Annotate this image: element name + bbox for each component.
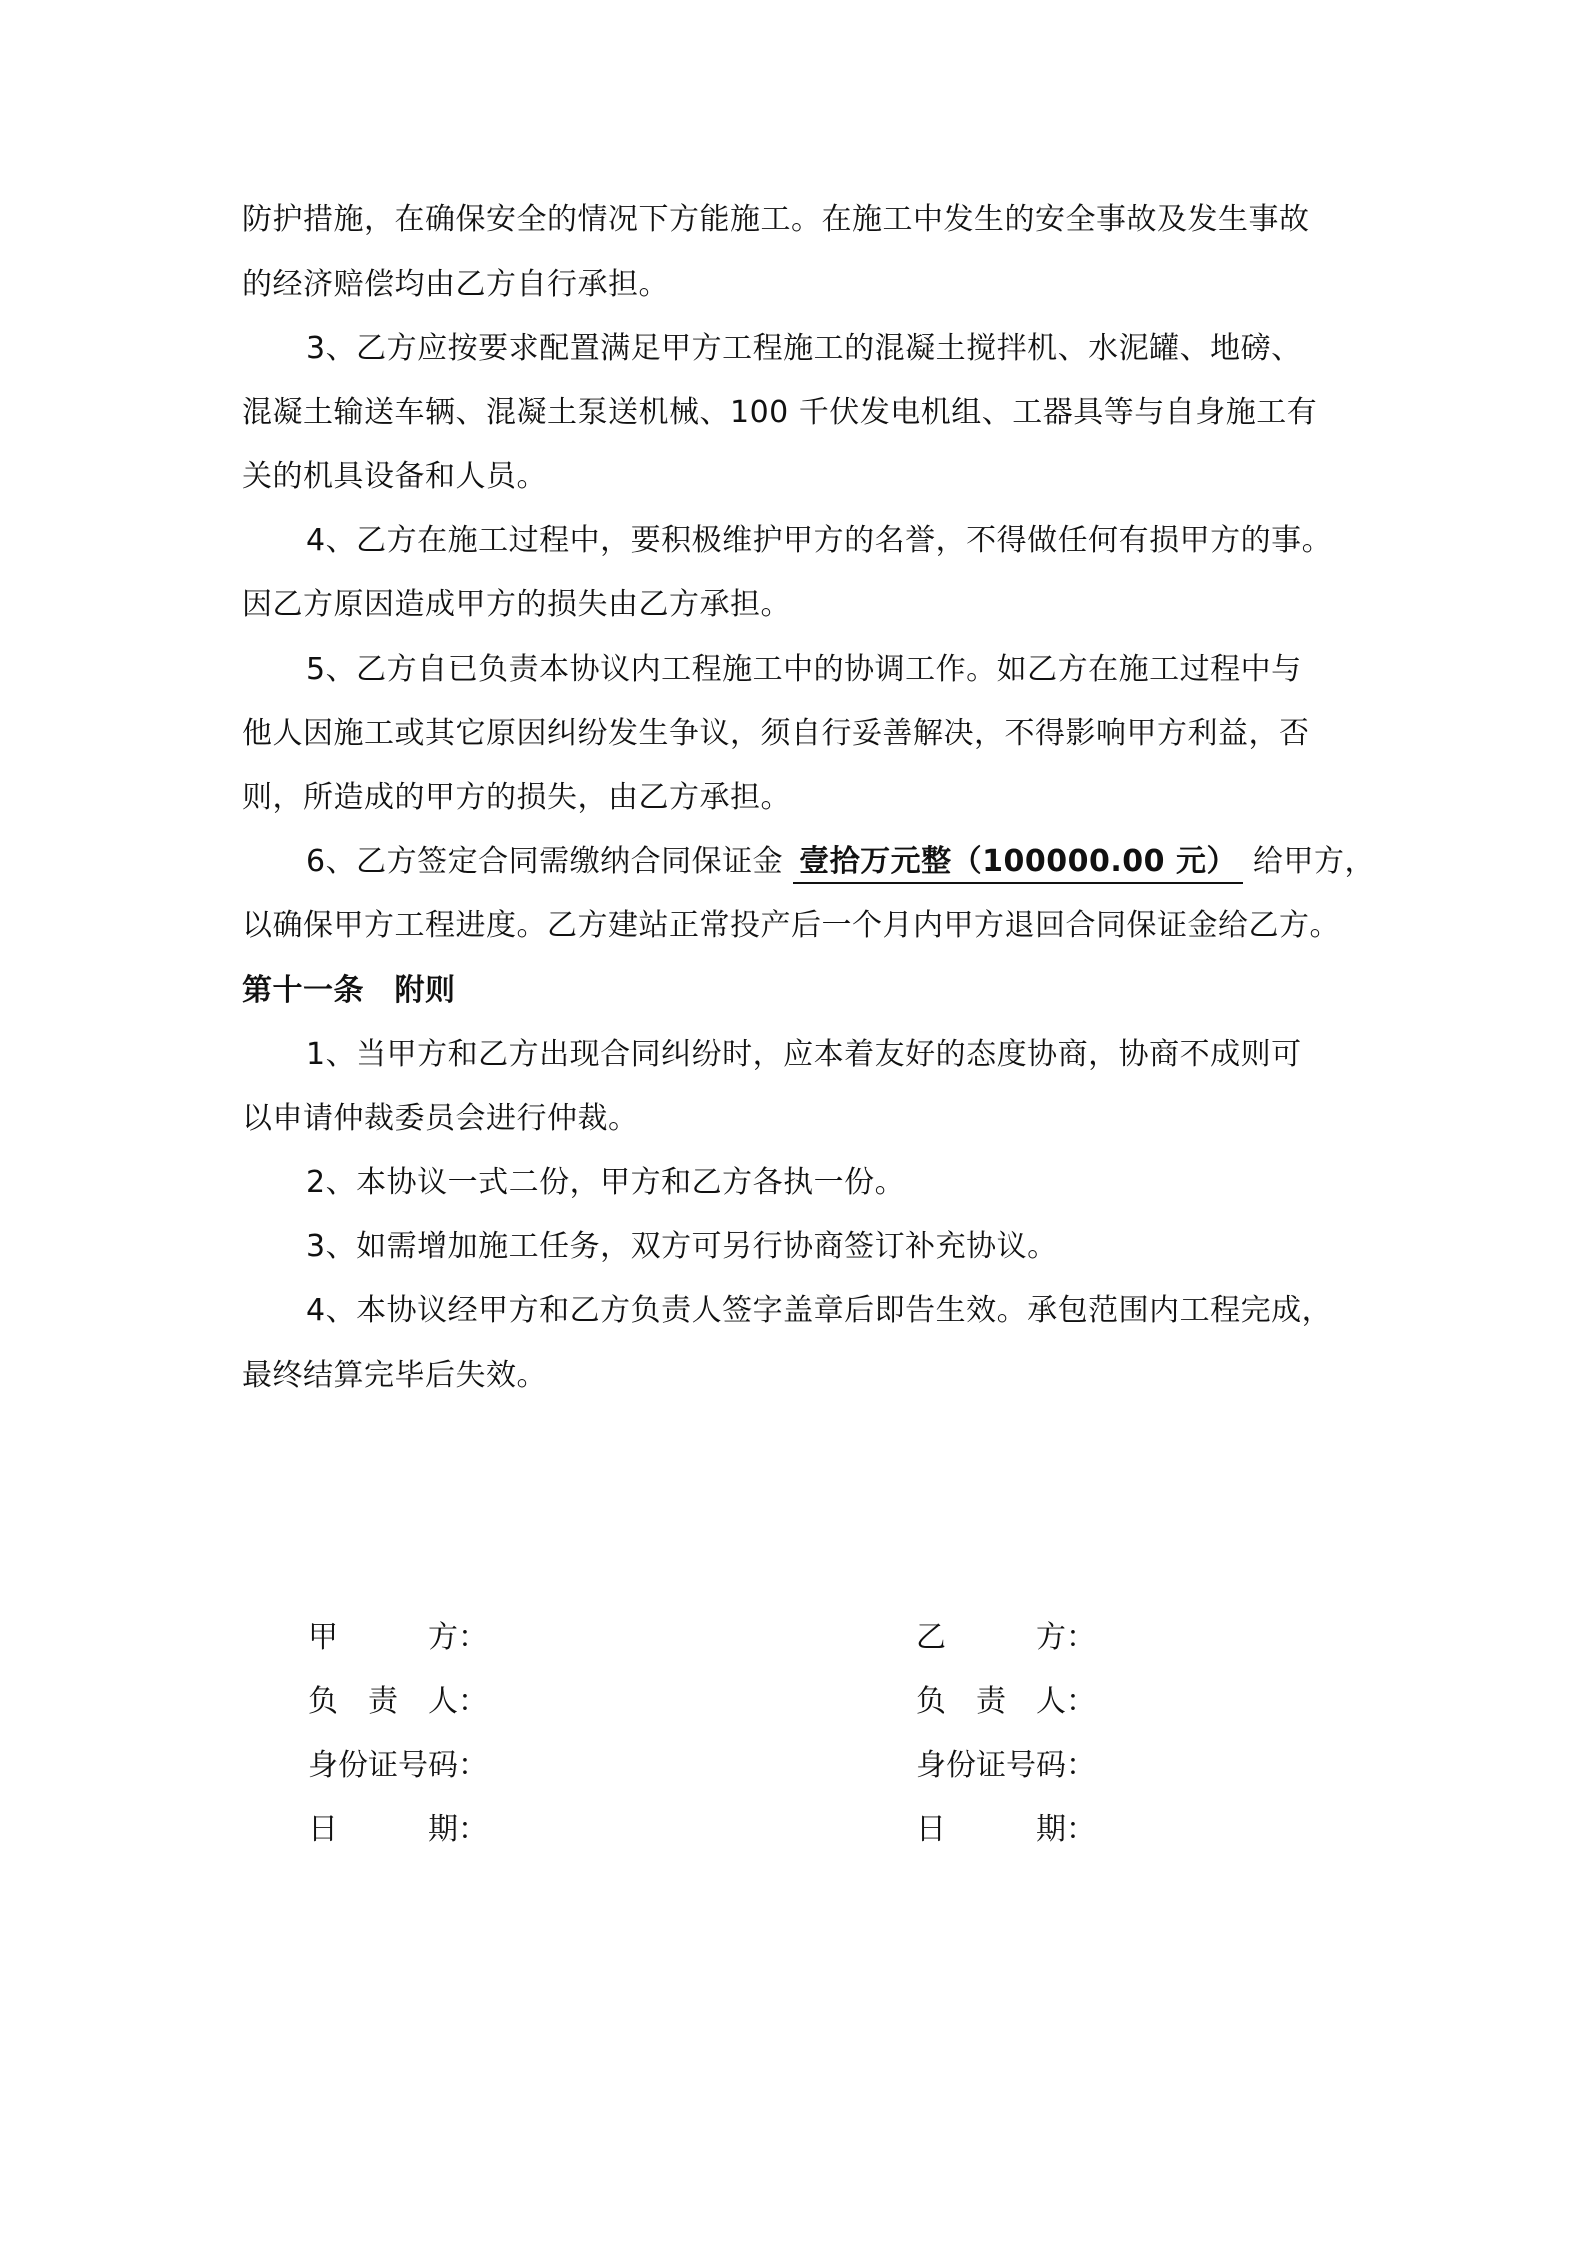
paragraph-line: 关的机具设备和人员。	[242, 459, 547, 494]
article-11-heading: 第十一条 附则	[242, 973, 456, 1008]
paragraph-line: 则，所造成的甲方的损失，由乙方承担。	[242, 780, 791, 815]
party-a-id-label: 身份证号码：	[308, 1748, 488, 1783]
article-11-item-1: 1、当甲方和乙方出现合同纠纷时，应本着友好的态度协商，协商不成则可	[306, 1037, 1302, 1072]
paragraph-line: 最终结算完毕后失效。	[242, 1358, 547, 1393]
party-b-date-label: 日 期：	[916, 1812, 1096, 1847]
article-11-item-2: 2、本协议一式二份，甲方和乙方各执一份。	[306, 1165, 906, 1200]
party-b-label: 乙 方：	[916, 1620, 1096, 1655]
clause-6-prefix: 6、乙方签定合同需缴纳合同保证金	[306, 844, 784, 879]
article-11-item-4: 4、本协议经甲方和乙方负责人签字盖章后即告生效。承包范围内工程完成，	[306, 1293, 1333, 1328]
paragraph-line: 以确保甲方工程进度。乙方建站正常投产后一个月内甲方退回合同保证金给乙方。	[242, 908, 1340, 943]
paragraph-line: 混凝土输送车辆、混凝土泵送机械、100 千伏发电机组、工器具等与自身施工有	[242, 395, 1318, 430]
party-a-representative-label: 负 责 人：	[308, 1684, 488, 1719]
paragraph-line: 的经济赔偿均由乙方自行承担。	[242, 267, 669, 302]
paragraph-line: 防护措施，在确保安全的情况下方能施工。在施工中发生的安全事故及发生事故	[242, 202, 1310, 237]
clause-6-line	[306, 842, 1375, 884]
clause-5-line: 5、乙方自已负责本协议内工程施工中的协调工作。如乙方在施工过程中与	[306, 652, 1302, 687]
article-11-item-3: 3、如需增加施工任务，双方可另行协商签订补充协议。	[306, 1229, 1058, 1264]
deposit-amount: 壹拾万元整（100000.00 元）	[793, 842, 1243, 884]
paragraph-line: 他人因施工或其它原因纠纷发生争议，须自行妥善解决，不得影响甲方利益，否	[242, 716, 1310, 751]
party-b-id-label: 身份证号码：	[916, 1748, 1096, 1783]
clause-6-suffix: 给甲方，	[1253, 844, 1376, 879]
party-a-date-label: 日 期：	[308, 1812, 488, 1847]
paragraph-line: 因乙方原因造成甲方的损失由乙方承担。	[242, 587, 791, 622]
clause-4-line: 4、乙方在施工过程中，要积极维护甲方的名誉，不得做任何有损甲方的事。	[306, 523, 1333, 558]
party-a-label: 甲 方：	[308, 1620, 488, 1655]
paragraph-line: 以申请仲裁委员会进行仲裁。	[242, 1101, 639, 1136]
party-b-representative-label: 负 责 人：	[916, 1684, 1096, 1719]
clause-3-line: 3、乙方应按要求配置满足甲方工程施工的混凝土搅拌机、水泥罐、地磅、	[306, 331, 1302, 366]
